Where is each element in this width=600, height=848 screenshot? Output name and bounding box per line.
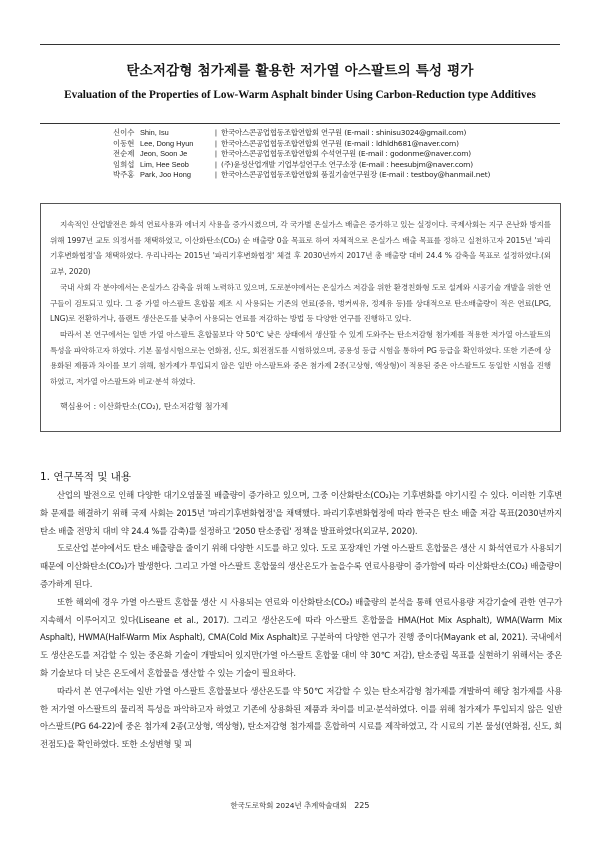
author-affiliation: 한국아스콘공업협동조합연합회 품질기술연구원장 (E-mail : testboy@hanmail.net): [221, 170, 491, 180]
author-name-en: Park, Joo Hong: [140, 170, 191, 180]
body-paragraph: 따라서 본 연구에서는 일반 가열 아스팔트 혼합물보다 생산온도를 약 50℃ 저감할 수 있는 탄소저감형 첨가제를 개발하여 해당 첨가제를 사용한 저가열 아스팔트의 물리적 특성을 파악하고자 하였고 기존에 상용화된 제품과 차이를 비교·분석하였다. 이를 위해 첨가제가 투입되지 않은 일반 아스팔트(PG 64-22)에 중온 첨가제 2종(고상형, 액상형), 탄소저감형 첨가제를 혼합하여 시료를 제작하였고, 각 시료의 기본 물성(연화점, 신도, 회전점도)을 확인하였다. 또한 소성변형 및 피: [40, 685, 562, 750]
abstract-paragraph: 국내 사회 각 분야에서는 온실가스 감축을 위해 노력하고 있으며, 도로분야에서는 온실가스 저감을 위한 환경친화형 도로 설계와 시공기술 개발을 위한 연구들이 검토되고 있다. 그 중 가열 아스팔트 혼합물 제조 시 사용되는 기존의 연료(중유, 벙커씨유, 정제유 등)를 상대적으로 탄소배출량이 적은 연료(LPG, LNG)로 전환하거나, 플랜트 생산온도를 낮추어 사용되는 연료를 저감하는 방법 등 다양한 연구를 진행하고 있다.: [50, 282, 551, 324]
author-name-ko: 전순제: [113, 149, 135, 159]
footer-conference: 한국도로학회 2024년 추계학술대회: [230, 801, 347, 810]
author-separator: |: [215, 149, 217, 159]
page-number: 225: [354, 801, 370, 810]
page-footer: [0, 800, 600, 811]
author-affiliation: (주)윤성산업개발 기업부설연구소 연구소장 (E-mail : heesubjm@naver.com): [221, 159, 473, 169]
author-name-en: Lim, Hee Seob: [140, 159, 189, 169]
author-name-ko: 임희섭: [113, 159, 135, 169]
title-korean: 탄소저감형 첨가제를 활용한 저가열 아스팔트의 특성 평가: [126, 63, 474, 79]
author-affiliation: 한국아스콘공업협동조합연합회 연구원 (E-mail : ldhldh681@naver.com): [221, 138, 459, 148]
author-separator: |: [215, 159, 217, 169]
author-row: [113, 170, 513, 181]
author-row: [113, 149, 513, 160]
title-block: [40, 44, 560, 124]
body-paragraph: 또한 해외에 경우 가열 아스팔트 혼합물 생산 시 사용되는 연료와 이산화탄소(CO₂) 배출량의 분석을 통해 연료사용량 저감기술에 관한 연구가 지속해서 이루어지고 있다(Liseane et al., 2017). 그리고 생산온도에 따라 아스팔트 혼합물을 HMA(Hot Mix Asphalt), WMA(Warm Mix Asphalt), HWMA(Half-Warm Mix Asphalt), CMA(Cold Mix Asphalt)로 구분하여 다양한 연구가 진행 중이다(Mayank et al, 2021). 국내에서도 생산온도를 저감할 수 있는 중온화 기술이 개발되어 있지만(가열 아스팔트 혼합물 대비 약 30℃ 저감), 탄소중립 목표를 실현하기 위해서는 중온화 기술보다 더 낮은 온도에서 혼합물을 생산할 수 있는 기술이 필요하다.: [40, 596, 562, 678]
author-name-en: Lee, Dong Hyun: [140, 138, 194, 148]
author-row: [113, 139, 513, 150]
author-name-ko: 박주홍: [113, 170, 135, 180]
author-row: [113, 160, 513, 171]
author-row: [113, 128, 513, 139]
author-separator: |: [215, 170, 217, 180]
body-paragraph: 산업의 발전으로 인해 다양한 대기오염물질 배출량이 증가하고 있으며, 그중 이산화탄소(CO₂)는 기후변화를 야기시킬 수 있다. 이러한 기후변화 문제를 해결하기 위해 국제 사회는 2015년 '파리기후변화협정'을 채택했다. 파리기후변화협정에 따라 한국은 탄소 배출 저감 목표(2030년까지 탄소 배출 전망치 대비 약 24.4 %를 감축)를 설정하고 '2050 탄소중립' 정책을 발표하였다(외교부, 2020).: [40, 490, 562, 536]
title-english: Evaluation of the Properties of Low-Warm Asphalt binder Using Carbon-Reduction type Additives: [64, 89, 536, 101]
author-separator: |: [215, 138, 217, 148]
author-name-en: Shin, Isu: [140, 128, 169, 137]
abstract-paragraph: 따라서 본 연구에서는 일반 가열 아스팔트 혼합물보다 약 50℃ 낮은 상태에서 생산할 수 있게 도와주는 탄소저감형 첨가제를 적용한 저가열 아스팔트의 특성을 파악하고자 하였다. 기본 물성시험으로는 연화점, 신도, 회전점도를 시험하였으며, 공용성 등급 시험을 통하여 PG 등급을 확인하였다. 또한 기존에 상용화된 제품과 차이를 보기 위해, 첨가제가 투입되지 않은 일반 아스팔트와 중온 첨가제 2종(고상형, 액상형)이 적용된 중온 아스팔트도 동일한 시험을 진행하였고, 저가열 아스팔트와 비교·분석 하였다.: [50, 329, 551, 387]
author-name-ko: 이동현: [113, 138, 135, 148]
section-heading: 1. 연구목적 및 내용: [40, 471, 132, 483]
abstract-paragraph: 지속적인 산업발전은 화석 연료사용과 에너지 사용을 증가시켰으며, 각 국가별 온실가스 배출은 증가하고 있는 실정이다. 국제사회는 지구 온난화 방지를 위해 1997년 교토 의정서를 채택하였고, 이산화탄소(CO₂) 순 배출량 0을 목표로 하여 자체적으로 온실가스 배출 목표를 정하고 실천하고자 2015년 '파리기후변화협정'을 채택하였다. 우리나라는 2015년 '파리기후변화협정' 체결 후 2030년까지 2017년 총 배출량 대비 24.4 % 감축을 목표로 설정하였다.(외교부, 2020): [50, 220, 551, 277]
author-name-ko: 신이수: [113, 128, 135, 137]
author-affiliation: 한국아스콘공업협동조합연합회 수석연구원 (E-mail : godonme@naver.com): [221, 149, 471, 159]
author-list: [113, 128, 513, 181]
author-name-en: Jeon, Soon Je: [140, 149, 188, 159]
keywords: 핵심용어 : 이산화탄소(CO₂), 탄소저감형 첨가제: [60, 401, 229, 411]
abstract-box: [40, 203, 561, 432]
body-text: [40, 487, 562, 754]
body-paragraph: 도로산업 분야에서도 탄소 배출량을 줄이기 위해 다양한 시도를 하고 있다. 도로 포장재인 가열 아스팔트 혼합물은 생산 시 화석연료가 사용되기 때문에 이산화탄소(CO₂)가 발생한다. 그리고 가열 아스팔트 혼합물의 생산온도가 높을수록 연료사용량이 증가함에 따라 이산화탄소(CO₂) 배출량이 증가하게 된다.: [40, 543, 562, 589]
author-affiliation: 한국아스콘공업협동조합연합회 연구원 (E-mail : shinisu3024@gmail.com): [221, 128, 467, 137]
author-separator: |: [215, 128, 217, 137]
